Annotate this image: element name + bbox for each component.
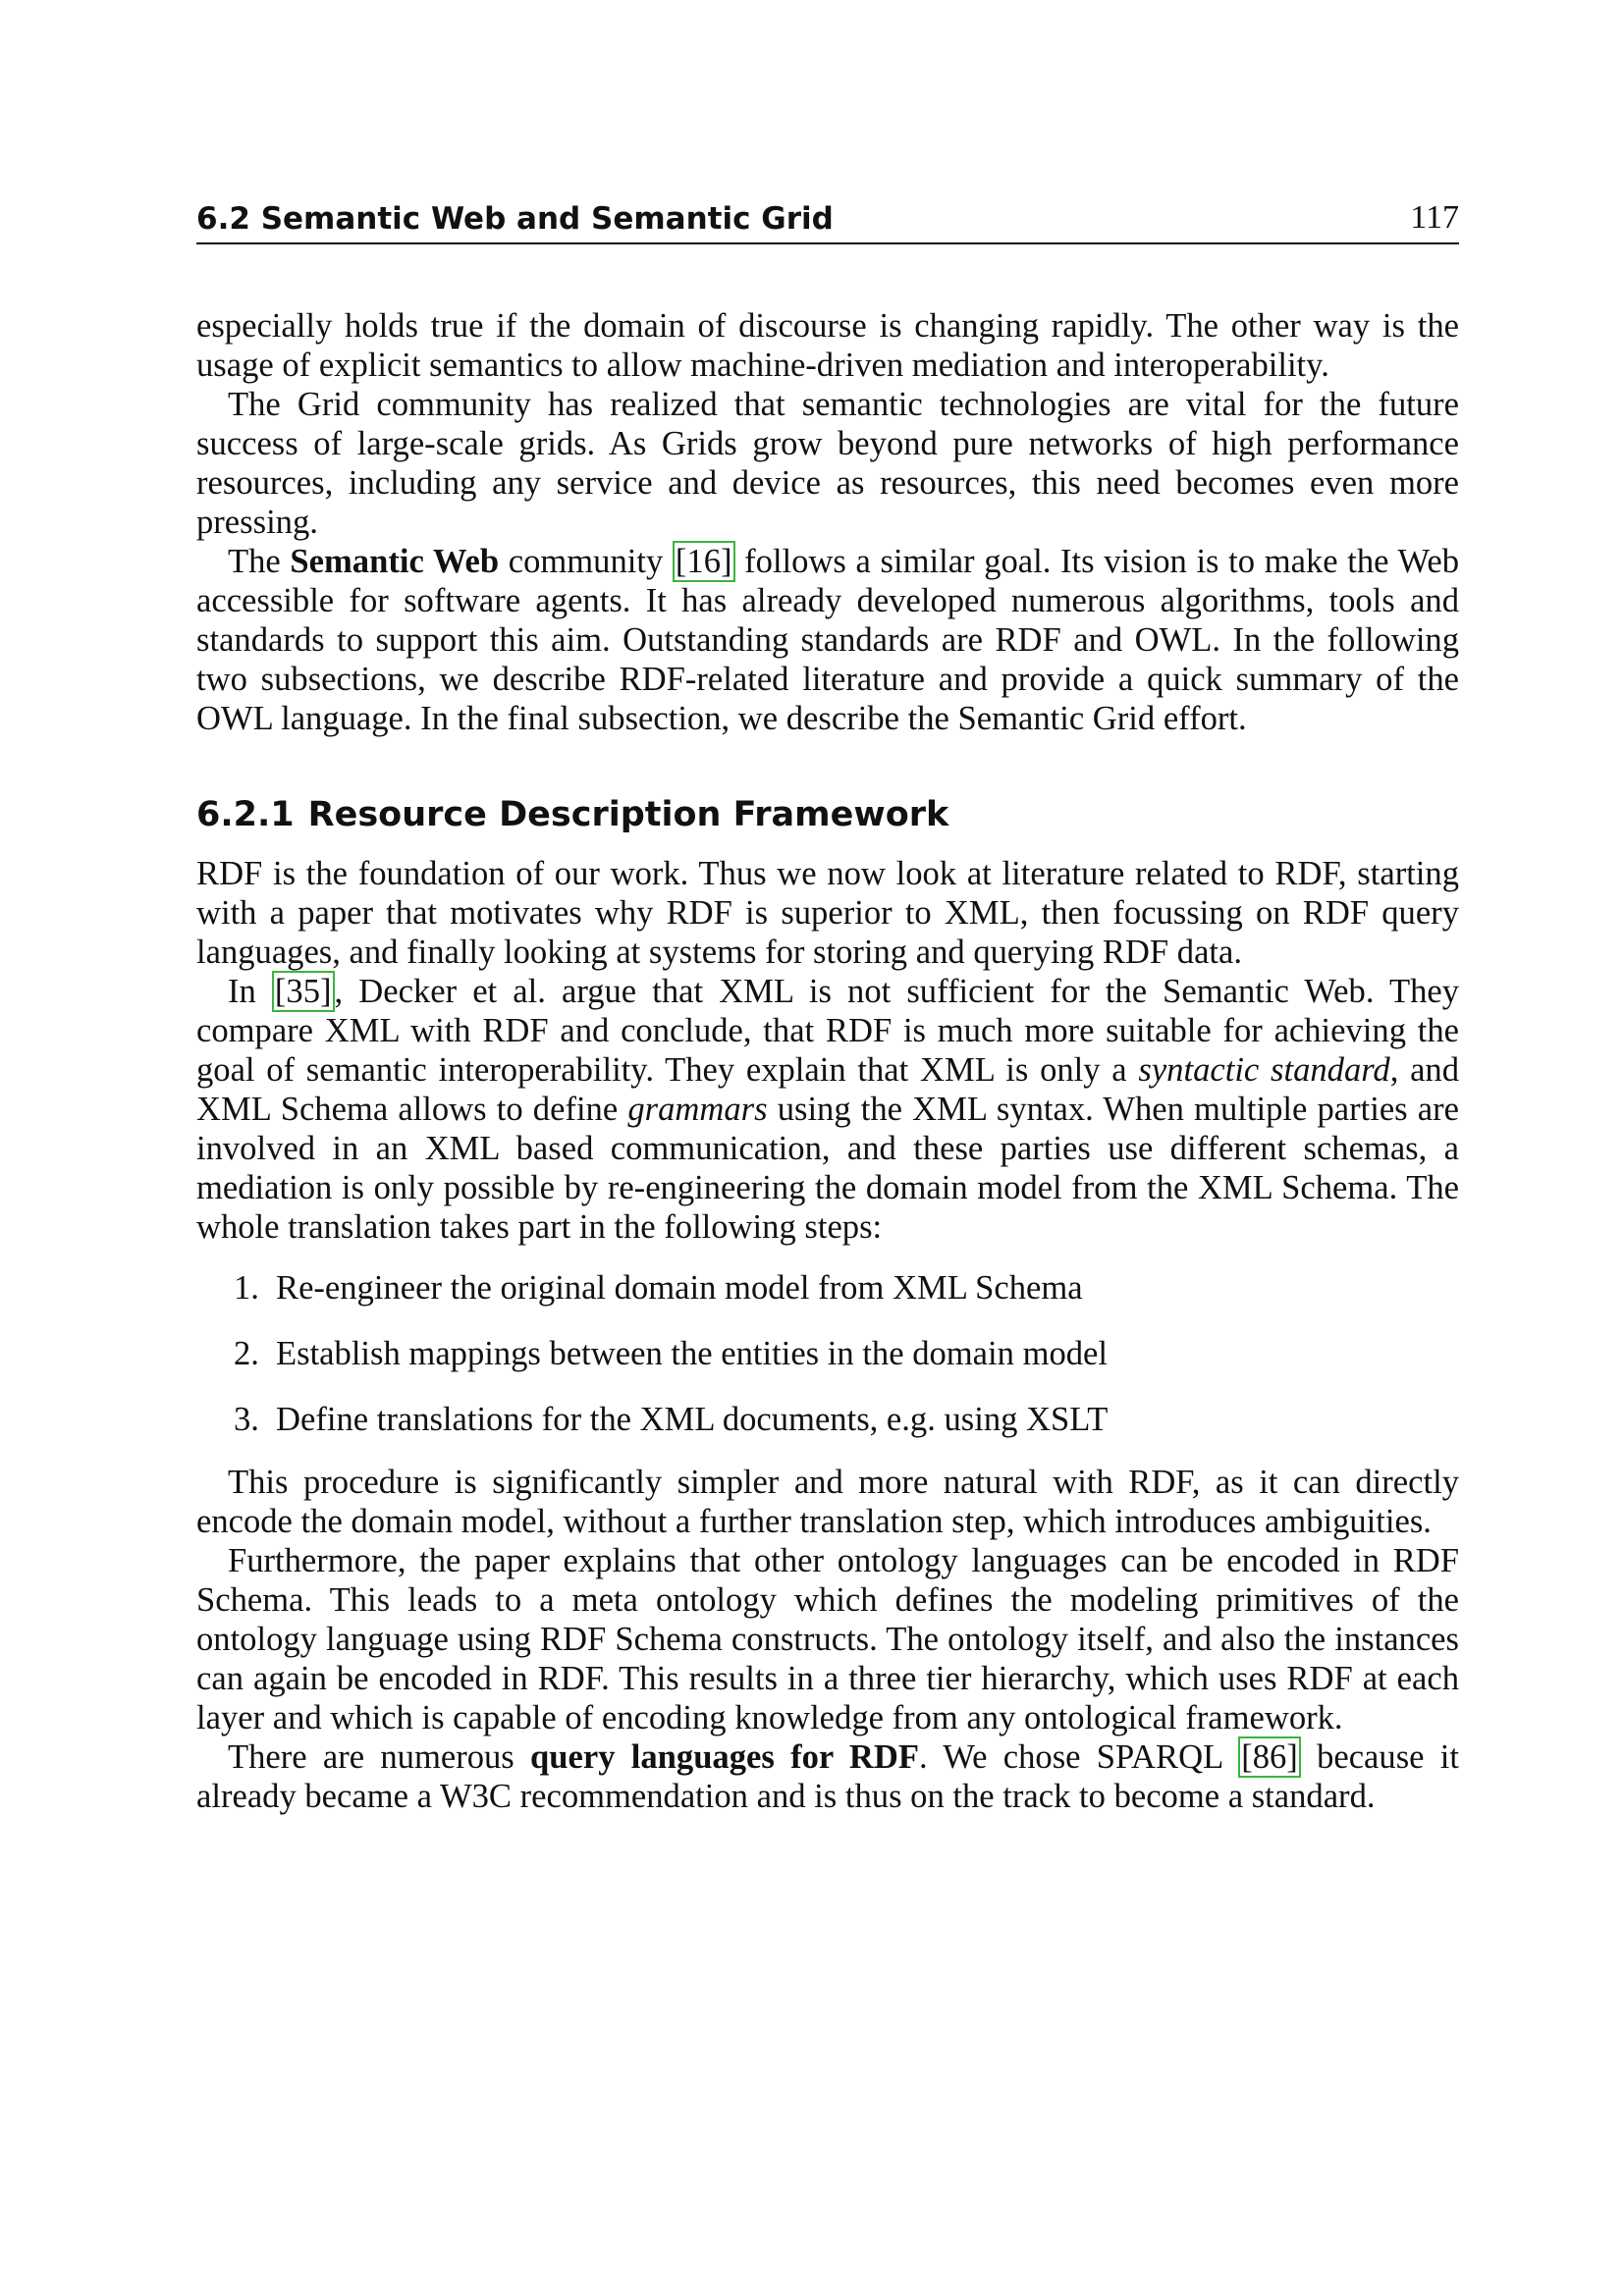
paragraph-2: The Grid community has realized that semantic technologies are vital for the future success of large-scale grids. As Grids grow beyond pure networks of high performance resources, including any service and device as resources, this need becomes even more pressing. bbox=[196, 386, 1459, 541]
citation-link[interactable]: [35] bbox=[272, 971, 335, 1012]
text-run: community bbox=[499, 543, 673, 580]
text-run: because it already became a W3C recommendation and is thus on the track to become a standard. bbox=[196, 1738, 1459, 1815]
list-item bbox=[234, 1400, 1459, 1439]
section-title: 6.2 Semantic Web and Semantic Grid bbox=[196, 201, 834, 237]
list-item bbox=[234, 1334, 1459, 1373]
list-text: Define translations for the XML documents, e.g. using XSLT bbox=[276, 1401, 1109, 1438]
running-header bbox=[196, 199, 1459, 244]
text-run: using the XML syntax. When multiple parties are involved in an XML based communication, and these parties use different schemas, a mediation is only possible by re-engineering the domain model from the XML Schema. The whole translation takes part in the following steps: bbox=[196, 1091, 1459, 1246]
body-text bbox=[196, 306, 1459, 1816]
list-number: 3. bbox=[234, 1401, 259, 1438]
bold-term: query languages for RDF bbox=[530, 1738, 919, 1776]
bold-term: Semantic Web bbox=[290, 543, 500, 580]
citation-link[interactable]: [16] bbox=[673, 541, 735, 582]
paragraph-7: Furthermore, the paper explains that other ontology languages can be encoded in RDF Schema. This leads to a meta ontology which defines the modeling primitives of the ontology language using RDF Schema constructs. The ontology itself, and also the instances can again be encoded in RDF. This results in a three tier hierarchy, which uses RDF at each layer and which is capable of encoding knowledge from any ontological framework. bbox=[196, 1542, 1459, 1736]
paragraph-4: RDF is the foundation of our work. Thus we now look at literature related to RDF, starting with a paper that motivates why RDF is superior to XML, then focussing on RDF query languages, and finally looking at systems for storing and querying RDF data. bbox=[196, 855, 1459, 971]
text-run: follows a similar goal. Its vision is to make the Web accessible for software agents. It has already developed numerous algorithms, tools and standards to support this aim. Outstanding standards are RDF and OWL. In the following two subsections, we describe RDF-related literature and provide a quick summary of the OWL language. In the final subsection, we describe the Semantic Grid effort. bbox=[196, 543, 1460, 737]
text-run: , and XML Schema allows to define bbox=[196, 1051, 1460, 1128]
italic-term: grammars bbox=[627, 1091, 768, 1128]
text-run: There are numerous bbox=[228, 1738, 531, 1776]
subsection-number: 6.2.1 bbox=[196, 795, 295, 834]
list-number: 2. bbox=[234, 1335, 259, 1372]
paragraph-1: especially holds true if the domain of discourse is changing rapidly. The other way is the usage of explicit semantics to allow machine-driven mediation and interoperability. bbox=[196, 307, 1459, 384]
paragraph-3 bbox=[196, 542, 1459, 738]
list-text: Re-engineer the original domain model from XML Schema bbox=[276, 1269, 1083, 1307]
text-run: The bbox=[228, 543, 291, 580]
paragraph-6: This procedure is significantly simpler and more natural with RDF, as it can directly encode the domain model, without a further translation step, which introduces ambiguities. bbox=[196, 1464, 1459, 1540]
text-run: . We chose SPARQL bbox=[918, 1738, 1239, 1776]
subsection-heading bbox=[196, 793, 1459, 836]
text-run: In bbox=[228, 973, 272, 1010]
list-text: Establish mappings between the entities in the domain model bbox=[276, 1335, 1108, 1372]
paragraph-8 bbox=[196, 1737, 1459, 1816]
italic-term: syntactic standard bbox=[1138, 1051, 1390, 1089]
subsection-title: Resource Description Framework bbox=[307, 795, 949, 834]
citation-link[interactable]: [86] bbox=[1238, 1736, 1301, 1778]
paragraph-5 bbox=[196, 972, 1459, 1247]
text-run: , Decker et al. argue that XML is not sufficient for the Semantic Web. They compare XML with RDF and conclude, that RDF is much more suitable for achieving the goal of semantic interoperability. They explain that XML is only a bbox=[196, 973, 1459, 1089]
page-number: 117 bbox=[1410, 199, 1459, 236]
steps-list bbox=[196, 1268, 1459, 1439]
list-item bbox=[234, 1268, 1459, 1308]
list-number: 1. bbox=[234, 1269, 259, 1307]
